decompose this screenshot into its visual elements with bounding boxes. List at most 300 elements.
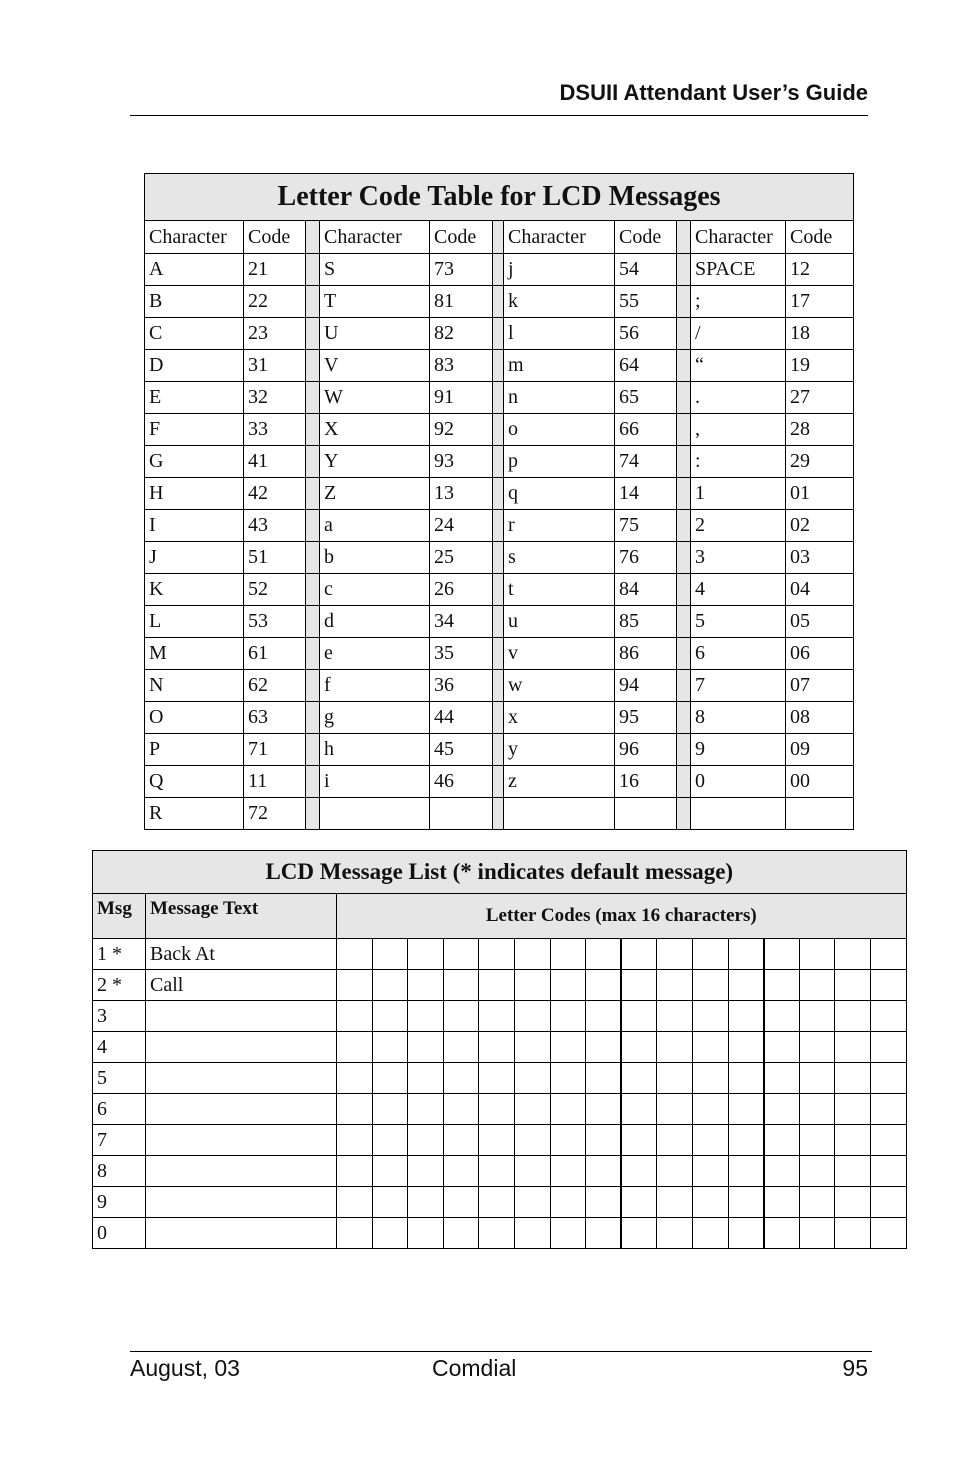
column-spacer: [677, 766, 691, 798]
letter-code-box: [550, 1094, 586, 1125]
message-row: [93, 1156, 907, 1187]
message-number-cell: 4: [93, 1032, 146, 1063]
code-cell: 06: [786, 638, 854, 670]
code-cell: 45: [430, 734, 493, 766]
letter-code-box: [514, 1156, 550, 1187]
letter-code-row: [145, 254, 854, 286]
letter-code-box: [408, 1187, 444, 1218]
character-cell: R: [145, 798, 244, 830]
column-spacer: [677, 318, 691, 350]
character-cell: j: [504, 254, 615, 286]
letter-code-row: [145, 798, 854, 830]
code-cell: 92: [430, 414, 493, 446]
code-cell: 24: [430, 510, 493, 542]
character-cell: r: [504, 510, 615, 542]
character-cell: F: [145, 414, 244, 446]
letter-code-row: [145, 702, 854, 734]
code-cell: 21: [244, 254, 306, 286]
column-spacer: [677, 734, 691, 766]
letter-code-box: [408, 939, 444, 970]
message-text-column-header: Message Text: [146, 894, 337, 939]
column-spacer: [493, 510, 504, 542]
letter-code-box: [443, 1156, 479, 1187]
letter-code-box: [692, 1063, 728, 1094]
letter-code-box: [835, 1001, 871, 1032]
footer-company: Comdial: [432, 1355, 517, 1381]
character-cell: a: [320, 510, 430, 542]
letter-code-box: [514, 1218, 550, 1249]
code-cell: 12: [786, 254, 854, 286]
character-cell: 2: [691, 510, 786, 542]
letter-code-box: [372, 1218, 408, 1249]
code-cell: 56: [615, 318, 677, 350]
letter-code-box: [621, 1063, 657, 1094]
character-cell: Z: [320, 478, 430, 510]
letter-code-box: [586, 1094, 622, 1125]
letter-code-box: [870, 1001, 906, 1032]
letter-code-box: [550, 1187, 586, 1218]
letter-code-box: [835, 939, 871, 970]
message-number-cell: 8: [93, 1156, 146, 1187]
character-cell: U: [320, 318, 430, 350]
letter-code-row: [145, 542, 854, 574]
column-spacer: [677, 414, 691, 446]
letter-code-box: [586, 1001, 622, 1032]
letter-code-row: [145, 638, 854, 670]
character-cell: A: [145, 254, 244, 286]
letter-code-box: [657, 970, 693, 1001]
letter-code-row: [145, 286, 854, 318]
letter-code-box: [692, 1125, 728, 1156]
column-spacer: [306, 221, 320, 254]
letter-code-box: [728, 1094, 764, 1125]
letter-codes-column-header: Letter Codes (max 16 characters): [337, 894, 907, 939]
letter-code-box: [657, 939, 693, 970]
column-spacer: [493, 286, 504, 318]
message-number-cell: 2 *: [93, 970, 146, 1001]
letter-code-row: [145, 606, 854, 638]
code-cell: 28: [786, 414, 854, 446]
character-cell: o: [504, 414, 615, 446]
character-cell: M: [145, 638, 244, 670]
letter-code-box: [514, 1125, 550, 1156]
message-number-cell: 1 *: [93, 939, 146, 970]
letter-code-row: [145, 574, 854, 606]
column-spacer: [677, 798, 691, 830]
letter-code-box: [728, 970, 764, 1001]
letter-code-box: [728, 939, 764, 970]
letter-code-box: [372, 1063, 408, 1094]
character-cell: t: [504, 574, 615, 606]
message-text-cell: Back At: [146, 939, 337, 970]
character-cell: E: [145, 382, 244, 414]
message-text-cell: Call: [146, 970, 337, 1001]
code-cell: 02: [786, 510, 854, 542]
letter-code-box: [514, 1063, 550, 1094]
letter-code-box: [764, 1094, 800, 1125]
code-cell: 35: [430, 638, 493, 670]
column-spacer: [306, 542, 320, 574]
letter-code-box: [408, 1032, 444, 1063]
letter-code-box: [799, 939, 835, 970]
code-cell: 46: [430, 766, 493, 798]
character-column-header: Character: [320, 221, 430, 254]
character-cell: [691, 798, 786, 830]
message-list-title: LCD Message List (* indicates default message): [93, 851, 907, 894]
column-spacer: [306, 350, 320, 382]
letter-code-box: [764, 1218, 800, 1249]
letter-code-box: [514, 1032, 550, 1063]
letter-code-box: [443, 1094, 479, 1125]
letter-code-box: [337, 1032, 373, 1063]
character-cell: v: [504, 638, 615, 670]
letter-code-box: [692, 939, 728, 970]
code-cell: 00: [786, 766, 854, 798]
letter-code-row: [145, 446, 854, 478]
letter-code-box: [372, 1032, 408, 1063]
character-cell: “: [691, 350, 786, 382]
code-cell: 72: [244, 798, 306, 830]
letter-code-row: [145, 478, 854, 510]
code-cell: 83: [430, 350, 493, 382]
letter-code-box: [799, 1032, 835, 1063]
character-column-header: Character: [145, 221, 244, 254]
letter-code-box: [372, 1094, 408, 1125]
column-spacer: [493, 798, 504, 830]
code-cell: 18: [786, 318, 854, 350]
column-spacer: [677, 702, 691, 734]
column-spacer: [677, 350, 691, 382]
column-spacer: [677, 510, 691, 542]
letter-code-box: [657, 1032, 693, 1063]
code-cell: 29: [786, 446, 854, 478]
letter-code-box: [372, 970, 408, 1001]
message-number-cell: 5: [93, 1063, 146, 1094]
letter-code-box: [728, 1001, 764, 1032]
code-cell: 22: [244, 286, 306, 318]
letter-code-box: [692, 1218, 728, 1249]
letter-code-box: [479, 1063, 515, 1094]
letter-code-table: [144, 173, 854, 830]
column-spacer: [306, 254, 320, 286]
code-cell: 09: [786, 734, 854, 766]
letter-code-box: [728, 1218, 764, 1249]
code-cell: [430, 798, 493, 830]
code-cell: 71: [244, 734, 306, 766]
letter-code-row: [145, 414, 854, 446]
character-cell: SPACE: [691, 254, 786, 286]
character-cell: /: [691, 318, 786, 350]
code-cell: 53: [244, 606, 306, 638]
letter-code-box: [550, 1001, 586, 1032]
letter-code-box: [835, 1063, 871, 1094]
letter-code-box: [799, 1218, 835, 1249]
letter-code-box: [586, 1187, 622, 1218]
letter-code-box: [764, 1125, 800, 1156]
letter-code-box: [514, 1187, 550, 1218]
message-row: [93, 1032, 907, 1063]
letter-code-box: [443, 1032, 479, 1063]
character-cell: V: [320, 350, 430, 382]
letter-code-box: [586, 970, 622, 1001]
letter-code-box: [764, 939, 800, 970]
character-cell: 9: [691, 734, 786, 766]
code-cell: 26: [430, 574, 493, 606]
letter-code-box: [870, 1063, 906, 1094]
code-cell: 52: [244, 574, 306, 606]
letter-code-box: [870, 1032, 906, 1063]
letter-code-box: [479, 1001, 515, 1032]
column-spacer: [306, 798, 320, 830]
letter-code-row: [145, 766, 854, 798]
character-cell: S: [320, 254, 430, 286]
message-number-cell: 7: [93, 1125, 146, 1156]
column-spacer: [493, 606, 504, 638]
letter-code-box: [657, 1156, 693, 1187]
character-cell: N: [145, 670, 244, 702]
column-spacer: [493, 318, 504, 350]
letter-code-box: [621, 1001, 657, 1032]
letter-code-row: [145, 510, 854, 542]
character-cell: i: [320, 766, 430, 798]
letter-code-box: [514, 1001, 550, 1032]
letter-code-box: [443, 1063, 479, 1094]
message-text-cell: [146, 1063, 337, 1094]
letter-code-box: [692, 970, 728, 1001]
column-spacer: [677, 446, 691, 478]
letter-code-box: [870, 1125, 906, 1156]
header-rule: [130, 115, 868, 116]
letter-code-box: [728, 1187, 764, 1218]
letter-code-box: [408, 1218, 444, 1249]
message-row: [93, 1187, 907, 1218]
column-spacer: [493, 446, 504, 478]
letter-code-box: [764, 1156, 800, 1187]
letter-code-box: [657, 1187, 693, 1218]
code-cell: 73: [430, 254, 493, 286]
column-spacer: [677, 542, 691, 574]
letter-code-box: [443, 970, 479, 1001]
code-cell: 16: [615, 766, 677, 798]
character-cell: h: [320, 734, 430, 766]
character-cell: C: [145, 318, 244, 350]
letter-code-box: [870, 1187, 906, 1218]
letter-code-box: [657, 1218, 693, 1249]
character-cell: O: [145, 702, 244, 734]
message-row: [93, 939, 907, 970]
column-spacer: [306, 286, 320, 318]
letter-code-row: [145, 734, 854, 766]
column-spacer: [306, 606, 320, 638]
code-cell: 96: [615, 734, 677, 766]
footer-date: August, 03: [130, 1355, 240, 1381]
letter-code-box: [408, 1125, 444, 1156]
code-cell: 27: [786, 382, 854, 414]
letter-code-box: [408, 1094, 444, 1125]
character-column-header: Character: [504, 221, 615, 254]
code-cell: 42: [244, 478, 306, 510]
letter-code-box: [764, 970, 800, 1001]
column-spacer: [493, 350, 504, 382]
character-cell: D: [145, 350, 244, 382]
column-spacer: [306, 478, 320, 510]
letter-code-box: [764, 1063, 800, 1094]
character-cell: I: [145, 510, 244, 542]
column-spacer: [493, 478, 504, 510]
letter-code-box: [337, 1001, 373, 1032]
character-cell: X: [320, 414, 430, 446]
letter-code-box: [799, 1001, 835, 1032]
message-row: [93, 1218, 907, 1249]
character-cell: g: [320, 702, 430, 734]
message-number-cell: 0: [93, 1218, 146, 1249]
letter-code-box: [799, 970, 835, 1001]
letter-code-box: [870, 970, 906, 1001]
code-cell: 25: [430, 542, 493, 574]
letter-code-box: [479, 970, 515, 1001]
character-cell: l: [504, 318, 615, 350]
code-cell: 08: [786, 702, 854, 734]
code-cell: 01: [786, 478, 854, 510]
message-list-header-row: [93, 894, 907, 939]
character-cell: k: [504, 286, 615, 318]
code-cell: 43: [244, 510, 306, 542]
letter-code-box: [586, 1063, 622, 1094]
column-spacer: [493, 382, 504, 414]
letter-code-box: [372, 939, 408, 970]
character-cell: B: [145, 286, 244, 318]
letter-code-box: [443, 1218, 479, 1249]
code-cell: 14: [615, 478, 677, 510]
letter-code-header-row: [145, 221, 854, 254]
code-cell: 65: [615, 382, 677, 414]
letter-code-box: [764, 1001, 800, 1032]
character-cell: G: [145, 446, 244, 478]
character-cell: 1: [691, 478, 786, 510]
character-column-header: Character: [691, 221, 786, 254]
column-spacer: [677, 670, 691, 702]
letter-code-box: [550, 1125, 586, 1156]
code-cell: 07: [786, 670, 854, 702]
code-cell: 41: [244, 446, 306, 478]
character-cell: u: [504, 606, 615, 638]
character-cell: K: [145, 574, 244, 606]
code-cell: 74: [615, 446, 677, 478]
code-cell: 23: [244, 318, 306, 350]
character-cell: 0: [691, 766, 786, 798]
character-cell: H: [145, 478, 244, 510]
letter-code-box: [586, 1125, 622, 1156]
character-cell: c: [320, 574, 430, 606]
code-cell: 62: [244, 670, 306, 702]
character-cell: 8: [691, 702, 786, 734]
letter-code-box: [835, 1032, 871, 1063]
column-spacer: [677, 286, 691, 318]
letter-code-box: [479, 1218, 515, 1249]
code-cell: [786, 798, 854, 830]
column-spacer: [493, 414, 504, 446]
character-cell: s: [504, 542, 615, 574]
character-cell: ;: [691, 286, 786, 318]
character-cell: L: [145, 606, 244, 638]
letter-code-box: [621, 1156, 657, 1187]
letter-code-row: [145, 350, 854, 382]
letter-code-box: [586, 1032, 622, 1063]
code-cell: 94: [615, 670, 677, 702]
letter-code-box: [550, 970, 586, 1001]
column-spacer: [677, 478, 691, 510]
letter-code-box: [479, 1032, 515, 1063]
column-spacer: [677, 574, 691, 606]
character-cell: q: [504, 478, 615, 510]
message-text-cell: [146, 1032, 337, 1063]
character-cell: 7: [691, 670, 786, 702]
message-text-cell: [146, 1218, 337, 1249]
message-text-cell: [146, 1187, 337, 1218]
character-cell: p: [504, 446, 615, 478]
character-cell: 3: [691, 542, 786, 574]
code-cell: 54: [615, 254, 677, 286]
code-cell: 66: [615, 414, 677, 446]
letter-code-box: [692, 1001, 728, 1032]
letter-code-box: [337, 1156, 373, 1187]
letter-code-box: [550, 1063, 586, 1094]
letter-code-box: [514, 1094, 550, 1125]
column-spacer: [493, 542, 504, 574]
column-spacer: [493, 574, 504, 606]
letter-code-box: [337, 1125, 373, 1156]
letter-code-box: [728, 1125, 764, 1156]
column-spacer: [677, 606, 691, 638]
letter-code-box: [621, 1125, 657, 1156]
letter-code-box: [835, 1156, 871, 1187]
column-spacer: [677, 382, 691, 414]
letter-code-box: [835, 970, 871, 1001]
column-spacer: [493, 702, 504, 734]
column-spacer: [306, 574, 320, 606]
letter-code-table-title: Letter Code Table for LCD Messages: [145, 174, 854, 221]
code-cell: 36: [430, 670, 493, 702]
letter-code-box: [870, 1156, 906, 1187]
code-cell: 13: [430, 478, 493, 510]
column-spacer: [306, 318, 320, 350]
letter-code-box: [621, 1094, 657, 1125]
character-cell: [320, 798, 430, 830]
footer-rule: [130, 1351, 872, 1352]
letter-code-box: [692, 1032, 728, 1063]
letter-code-box: [621, 970, 657, 1001]
letter-code-box: [443, 1187, 479, 1218]
column-spacer: [306, 734, 320, 766]
message-number-cell: 9: [93, 1187, 146, 1218]
code-cell: [615, 798, 677, 830]
message-text-cell: [146, 1125, 337, 1156]
code-cell: 11: [244, 766, 306, 798]
code-cell: 82: [430, 318, 493, 350]
letter-code-box: [657, 1125, 693, 1156]
code-cell: 55: [615, 286, 677, 318]
code-cell: 17: [786, 286, 854, 318]
code-cell: 85: [615, 606, 677, 638]
column-spacer: [493, 638, 504, 670]
code-cell: 32: [244, 382, 306, 414]
letter-code-box: [337, 1063, 373, 1094]
letter-code-box: [479, 939, 515, 970]
message-row: [93, 1094, 907, 1125]
letter-code-box: [799, 1187, 835, 1218]
character-cell: Q: [145, 766, 244, 798]
letter-code-box: [835, 1187, 871, 1218]
